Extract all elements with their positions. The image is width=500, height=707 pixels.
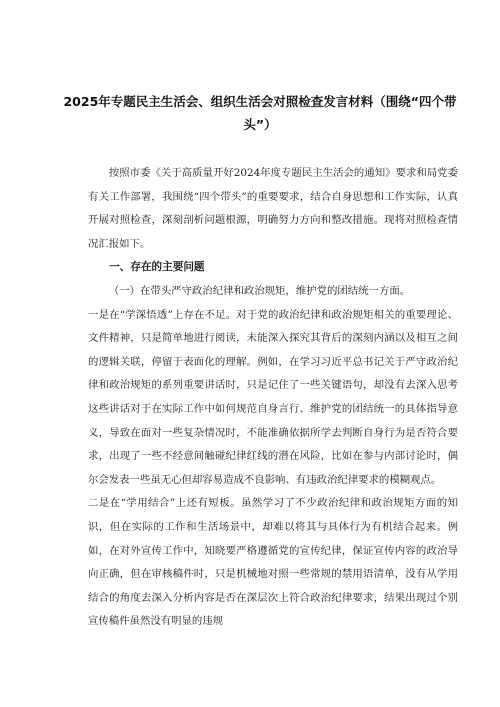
document-body [88, 162, 458, 634]
point-paragraph-1: 一是在“学深悟透”上存在不足。对于党的政治纪律和政治规矩相关的重要理论、文件精神，只是简单地进行阅读，未能深入探究其背后的深刻内涵以及相互之间的逻辑关联，停留于表面化的理解。例如，在学习习近平总书记关于严守政治纪律和政治规矩的系列重要讲话时，只是记住了一些关键语句，却没有去深入思考这些讲话对于在实际工作中如何规范自身言行、维护党的团结统一的具体指导意义，导致在面对一些复杂情况时，不能准确依据所学去判断自身行为是否符合要求，出现了一些不经意间触碰纪律红线的潜在风险，比如在参与内部讨论时，偶尔会发表一些虽无心但却容易造成不良影响、有违政治纪律要求的模糊观点。 [88, 308, 458, 486]
section-heading: 一、存在的主要问题 [109, 261, 205, 274]
intro-paragraph: 按照市委《关于高质量开好2024年度专题民主生活会的通知》要求和局党委有关工作部署，我围绕“四个带头”的重要要求，结合自身思想和工作实际，认真开展对照检查，深刻剖析问题根源，明确努力方向和整改措施。现将对照检查情况汇报如下。 [88, 167, 458, 250]
subsection-heading: （一）在带头严守政治纪律和政治规矩，维护党的团结统一方面。 [108, 284, 411, 297]
document-title: 2025年专题民主生活会、组织生活会对照检查发言材料（围绕“四个带头”） [63, 94, 457, 132]
point-paragraph-2: 二是在“学用结合”上还有短板。虽然学习了不少政治纪律和政治规矩方面的知识，但在实际的工作和生活场景中，却难以将其与具体行为有机结合起来。例如，在对外宣传工作中，知晓要严格遵循党的宣传纪律，保证宣传内容的政治导向正确，但在审核稿件时，只是机械地对照一些常规的禁用语清单，没有从学用结合的角度去深入分析内容是否在深层次上符合政治纪律要求，结果出现过个别宣传稿件虽然没有明显的违规 [88, 497, 458, 628]
